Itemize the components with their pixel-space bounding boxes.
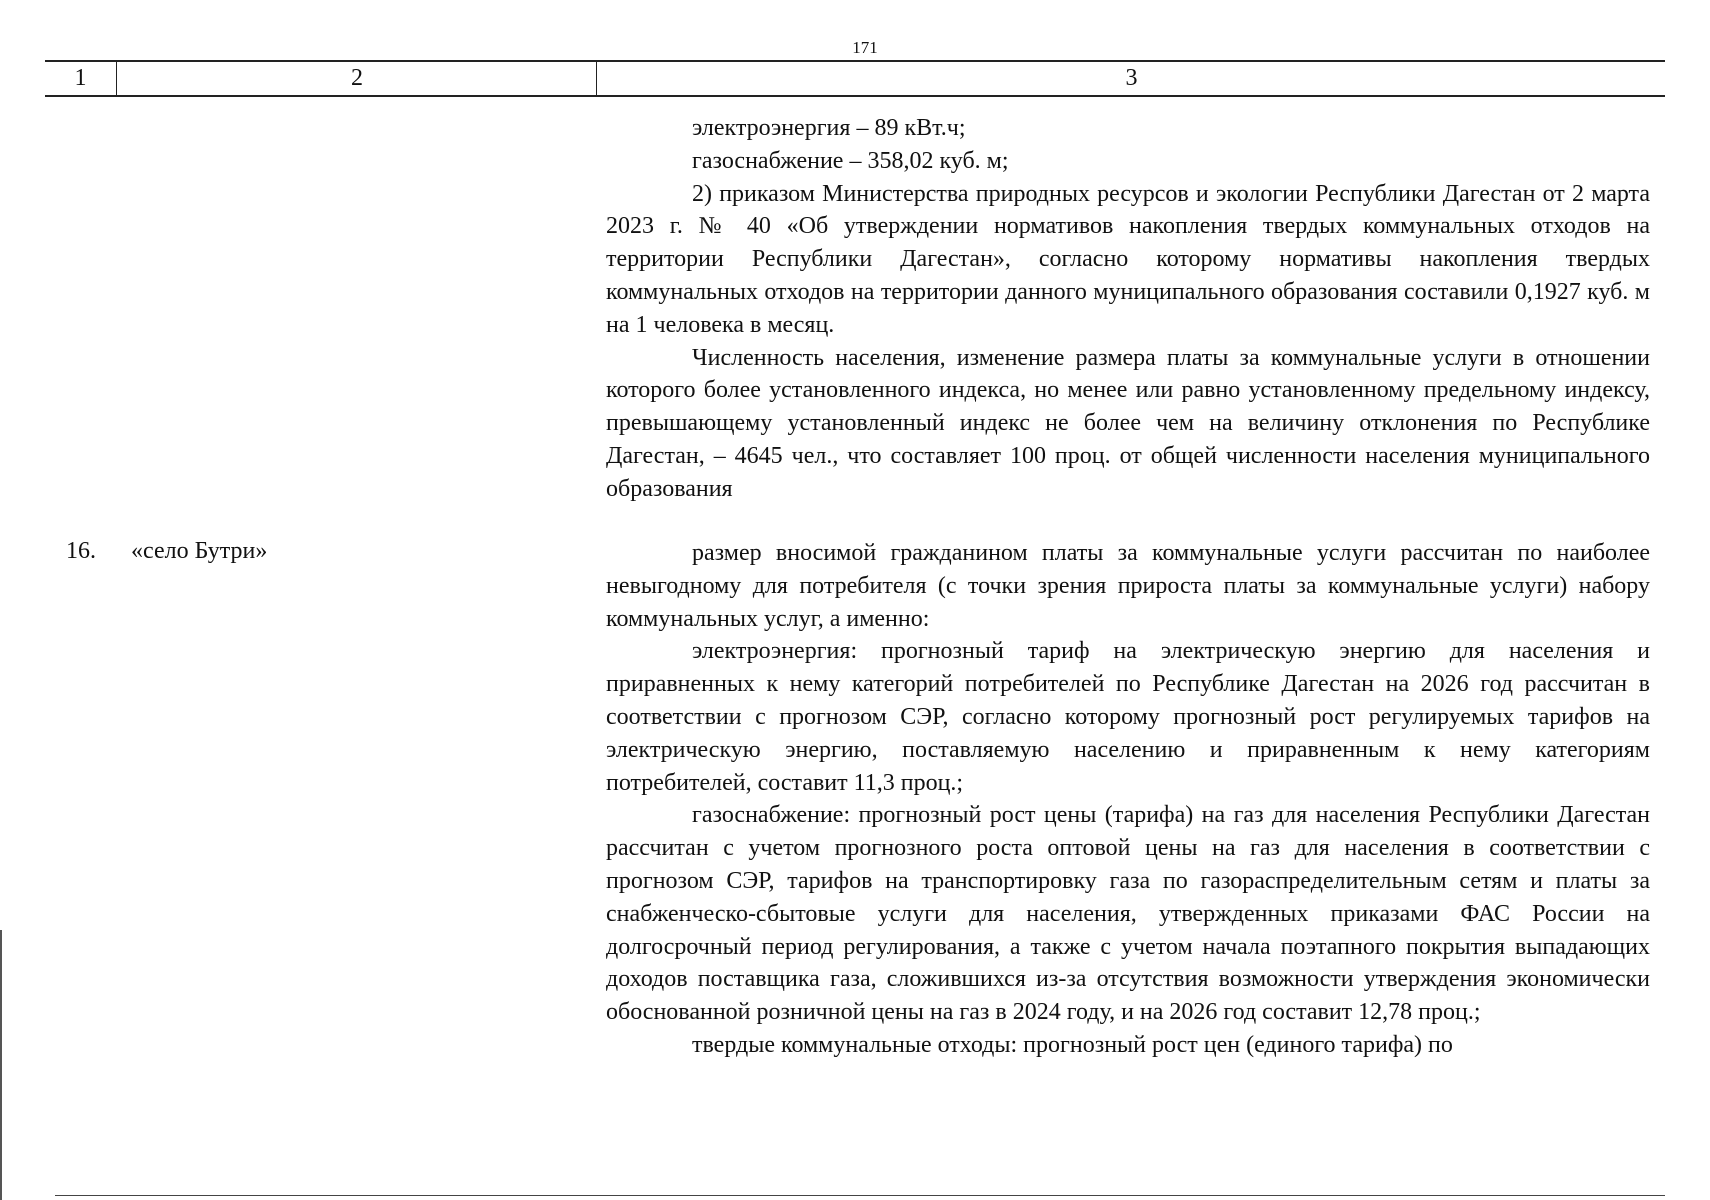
page-number: 171 — [852, 38, 878, 57]
paragraph: газоснабжение – 358,02 куб. м; — [692, 147, 1009, 174]
paragraph: размер вносимой гражданином платы за коммунальные услуги рассчитан по наиболее невыгодному для потребителя (с точки зрения прироста платы за коммунальные услуги) набору коммунальных услуг, а именно: — [606, 540, 1650, 632]
table-header-bottom-rule — [45, 95, 1665, 97]
table-header-divider-2 — [596, 61, 597, 95]
paragraph: электроэнергия: прогнозный тариф на электрическую энергию для населения и приравненных к нему категорий потребителей по Республике Дагестан на 2026 год рассчитан в соответствии с прогнозом СЭР, согласно которому прогнозный рост регулируемых тарифов на электрическую энергию, поставляемую населению и приравненным к нему категориям потребителей, составит 11,3 проц.; — [606, 638, 1650, 796]
paragraph: 2) приказом Министерства природных ресурсов и экологии Республики Дагестан от 2 марта 2023 г. № 40 «Об утверждении нормативов накопления твердых коммунальных отходов на территории Республики Дагестан», согласно которому нормативы накопления твердых коммунальных отходов на территории данного муниципального образования составили 0,1927 куб. м на 1 человека в месяц. — [606, 180, 1650, 338]
page-bottom-rule — [55, 1195, 1665, 1196]
paragraph: газоснабжение: прогнозный рост цены (тарифа) на газ для населения Республики Дагестан рассчитан с учетом прогнозного роста оптовой цены на газ для населения в соответствии с прогнозом СЭР, тарифов на транспортировку газа по газораспределительным сетям и платы за снабженческо-сбытовые услуги для населения, утвержденных приказами ФАС России на долгосрочный период регулирования, а также с учетом начала поэтапного покрытия выпадающих доходов поставщика газа, сложившихся из-за отсутствия возможности утверждения экономически обоснованной розничной цены на газ в 2024 году, и на 2026 год составит 12,78 проц.; — [606, 802, 1650, 1026]
paragraph: электроэнергия – 89 кВт.ч; — [692, 115, 966, 141]
scan-margin-mark — [0, 930, 2, 1200]
table-header-divider-1 — [116, 61, 117, 95]
municipality-name: «село Бутри» — [131, 538, 268, 564]
table-header-col-2: 2 — [351, 65, 363, 91]
row-number: 16. — [66, 538, 96, 564]
row-16-text — [606, 537, 1650, 1062]
continued-row-text — [606, 112, 1650, 506]
table-header-col-3: 3 — [1125, 65, 1138, 91]
paragraph: Численность населения, изменение размера платы за коммунальные услуги в отношении которого более установленного индекса, но менее или равно установленному предельному индексу, превышающему установленный индекс не более чем на величину отклонения по Республике Дагестан, – 4645 чел., что составляет 100 проц. от общей численности населения муниципального образования — [606, 344, 1650, 502]
table-header-col-1: 1 — [74, 65, 87, 91]
paragraph: твердые коммунальные отходы: прогнозный рост цен (единого тарифа) по — [692, 1031, 1453, 1058]
